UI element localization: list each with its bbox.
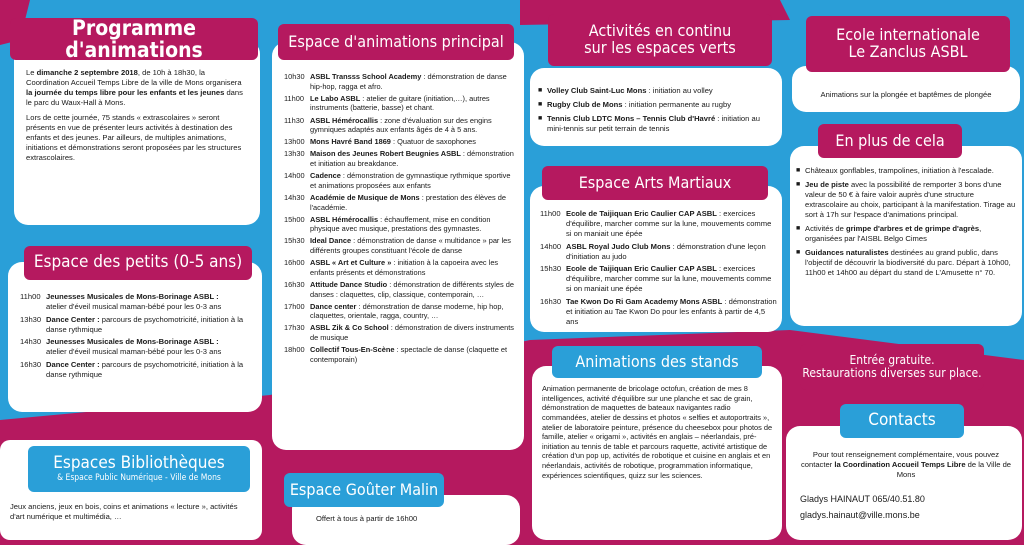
schedule-detail: : prestation des élèves de l'académie. xyxy=(310,192,506,212)
bullet-icon: ■ xyxy=(538,115,543,123)
bullet-text xyxy=(805,166,994,176)
schedule-desc xyxy=(310,149,518,168)
schedule-time: 11h00 xyxy=(540,209,561,218)
schedule-name: ASBL « Art et Culture » xyxy=(310,258,392,268)
continu-item xyxy=(538,86,778,96)
martiaux-row xyxy=(540,297,778,327)
schedule-detail: : démonstration et initiation au breakdance. xyxy=(310,149,514,168)
schedule-detail: : Quatuor de saxophones xyxy=(390,137,476,147)
schedule-name: Maison des Jeunes Robert Beugnies ASBL xyxy=(310,149,461,159)
biblio-title-main: Espaces Bibliothèques xyxy=(53,452,225,473)
schedule-desc xyxy=(566,264,778,294)
bullet-detail: avec la possibilité de remporter 3 bons d'une valeur de 50 € à faire valoir auprès d'une structure extrascolaire au choix, participant à la manifestation. Tirage au sort à 17h sur l'espace d'animations principal. xyxy=(805,180,1016,220)
programme-para2: Lors de cette journée, 75 stands « extrascolaires » seront présents en vue de présenter leurs activités à destination des enfants et des jeunes. Par ailleurs, de multiples animations, initiations et démonstrations seront proposées par les structures extrascolaires. xyxy=(26,113,242,163)
bullet-text xyxy=(805,248,1018,278)
bullet-icon: ■ xyxy=(796,167,801,174)
plus-item xyxy=(796,248,1018,278)
schedule-time: 13h30 xyxy=(284,149,305,159)
schedule-time: 16h00 xyxy=(284,258,305,268)
plus-list xyxy=(796,166,1018,282)
schedule-desc xyxy=(310,72,518,91)
bullet-detail: Châteaux gonflables, trampolines, initiation à l'escalade. xyxy=(805,166,994,175)
principal-row xyxy=(284,323,518,342)
ecole-text: Animations sur la plongée et baptêmes de plongée xyxy=(820,90,992,99)
schedule-name: Ecole de Taijiquan Eric Caulier CAP ASBL xyxy=(566,209,717,218)
schedule-time: 16h30 xyxy=(284,279,305,289)
petits-row: 16h30 Dance Center : parcours de psychomotricité, initiation à la danse rythmique xyxy=(20,359,244,379)
bullet-text xyxy=(547,86,713,96)
schedule-desc xyxy=(310,215,518,234)
schedule-name: Dance center xyxy=(310,301,357,311)
schedule-name: Tae Kwon Do Ri Gam Academy Mons ASBL xyxy=(566,296,723,306)
gouter-title: Espace Goûter Malin xyxy=(284,473,444,507)
schedule-detail: : démonstration de gymnastique rythmique sportive et animations proposées aux enfants xyxy=(310,171,511,190)
bullet-text xyxy=(805,224,1018,244)
ecole-title xyxy=(806,16,1010,72)
schedule-time: 11h00 xyxy=(284,93,305,103)
schedule-time: 18h00 xyxy=(284,345,305,355)
biblio-text: Jeux anciens, jeux en bois, coins et animations « lecture », activités d'art numérique et multimédia, … xyxy=(10,502,238,522)
schedule-name: ASBL Hémérocallis xyxy=(310,115,379,125)
contacts-text: Pour tout renseignement complémentaire, vous pouvez contacter la Coordination Accueil Temps Libre de la Ville de Mons xyxy=(800,450,1012,480)
bullet-icon: ■ xyxy=(796,249,801,257)
bullet-detail: destinées au grand public, dans l'objectif de découvrir la biodiversité du parc. Départ à 10h00, 11h00 et 14h00 au départ du stand de L'Amusette n° 70. xyxy=(805,248,1011,278)
continu-title-line1: Activités en continu xyxy=(588,21,732,41)
principal-row xyxy=(284,345,518,364)
schedule-time: 14h00 xyxy=(540,241,562,251)
schedule-detail: : atelier de guitare (initiation,…), autres instruments (batterie, basse) et chant. xyxy=(310,93,490,113)
martiaux-title: Espace Arts Martiaux xyxy=(542,166,768,200)
biblio-title xyxy=(28,446,250,492)
bullet-icon: ■ xyxy=(538,87,543,94)
bullet-text xyxy=(547,100,731,110)
schedule-time: 14h30 xyxy=(284,192,305,202)
schedule-desc xyxy=(310,137,518,147)
bullet-name: Tennis Club LDTC Mons – Tennis Club d'Havré xyxy=(547,114,716,124)
principal-row xyxy=(284,302,518,321)
gouter-text: Offert à tous à partir de 16h00 xyxy=(316,514,418,523)
principal-title: Espace d'animations principal xyxy=(278,24,514,60)
plus-item xyxy=(796,180,1018,220)
principal-row xyxy=(284,193,518,212)
entree-banner xyxy=(800,344,984,390)
bullet-icon: ■ xyxy=(796,181,801,189)
schedule-desc xyxy=(310,94,518,113)
bullet-name: Guidances naturalistes xyxy=(805,248,889,258)
schedule-desc xyxy=(310,258,518,277)
martiaux-schedule xyxy=(540,209,778,329)
schedule-name: ASBL Hémérocallis xyxy=(310,214,379,224)
schedule-detail: : échauffement, mise en condition physique avec musique, prestations des gymnastes. xyxy=(310,214,491,234)
schedule-time: 17h00 xyxy=(284,301,305,311)
continu-item xyxy=(538,114,778,134)
schedule-time: 15h00 xyxy=(284,214,305,224)
schedule-name: Attitude Dance Studio xyxy=(310,279,388,289)
continu-list xyxy=(538,86,778,138)
schedule-detail: : spectacle de danse (claquette et contemporain) xyxy=(310,345,508,364)
schedule-desc xyxy=(310,280,518,299)
schedule-desc xyxy=(310,171,518,190)
plus-item xyxy=(796,166,1018,176)
bullet-icon: ■ xyxy=(796,225,801,233)
bullet-name: Volley Club Saint-Luc Mons xyxy=(547,86,647,95)
martiaux-row xyxy=(540,242,778,262)
stands-text: Animation permanente de bricolage octofun, création de mes 8 intelligences, activité d'équilibre sur une planche et sac de grain, démonstration de maquettes de bateaux navigantes radio commandées, atelier de dessins et photos « selfies et autoportraits », atelier de laboratoire peinture, présence du cheesebox pour photos de famille, atelier « origami », activités en anglais – néerlandais, pré-initiation au tennis de table et parcours raquette, activité artistique de création d'un pop up, activités de robotique et cuisine en anglais et en néerlandais, activités de robotique, programmation informatique, expériences scientifiques, quizz sur les sciences. xyxy=(542,384,773,480)
principal-row xyxy=(284,149,518,168)
principal-row xyxy=(284,116,518,135)
bullet-detail: : initiation au mini-tennis sur petit terrain de tennis xyxy=(547,114,760,134)
bullet-text xyxy=(547,114,778,134)
schedule-desc xyxy=(566,242,778,262)
principal-schedule xyxy=(284,72,518,367)
principal-row xyxy=(284,137,518,147)
schedule-desc xyxy=(566,297,778,327)
principal-row xyxy=(284,171,518,190)
contacts-phone: Gladys HAINAUT 065/40.51.80 xyxy=(800,494,925,504)
schedule-detail: : démonstration et initiation au Tae Kwon Do pour les enfants à partir de 4,5 ans xyxy=(566,296,777,326)
programme-title: Programme d'animations xyxy=(10,18,258,60)
contacts-email[interactable]: gladys.hainaut@ville.mons.be xyxy=(800,510,920,520)
programme-intro: Le dimanche 2 septembre 2018, de 10h à 18h30, la Coordination Accueil Temps Libre de la ville de Mons organisera la journée du temps libre pour les enfants et les jeunes dans le parc du Waux-Hall à Mons. Lors de cette journée, 75 stands « extrascolaires » seront présents en vue de présenter leurs activités à destination des enfants et des jeunes. Par ailleurs, de multiples animations, initiations et démonstrations seront proposées par les structures extrascolaires. xyxy=(26,68,248,168)
entree-line2: Restaurations diverses sur place. xyxy=(802,366,982,380)
ecole-panel xyxy=(792,66,1020,112)
schedule-detail: : démonstration d'une leçon d'initiation au judo xyxy=(566,241,766,261)
schedule-time: 16h30 xyxy=(540,296,562,306)
schedule-time: 17h30 xyxy=(284,323,305,333)
schedule-desc xyxy=(310,193,518,212)
continu-title xyxy=(548,14,772,66)
schedule-time: 15h30 xyxy=(540,264,562,274)
bullet-detail: , organisées par l'AISBL Belgo Cimes xyxy=(805,224,982,244)
principal-row xyxy=(284,258,518,277)
schedule-detail: : exercices d'équilibre, marcher comme sur la lune, mouvements comme si on maniait une épée xyxy=(566,264,772,294)
schedule-time: 14h00 xyxy=(284,171,305,181)
bullet-detail: Activités de xyxy=(805,224,846,234)
schedule-name: Cadence xyxy=(310,171,341,181)
bullet-name: Rugby Club de Mons xyxy=(547,100,623,110)
petits-schedule xyxy=(20,292,254,382)
bullet-icon: ■ xyxy=(538,101,543,109)
bullet-detail: : initiation au volley xyxy=(646,86,713,95)
schedule-detail: : démonstration de danse « multidance » par les différents groupes constituant l'école de danse xyxy=(310,236,511,255)
schedule-desc xyxy=(566,209,778,239)
schedule-desc xyxy=(310,302,518,321)
schedule-detail: : démonstration de différents styles de danses : claquettes, clip, classique, contemporain, … xyxy=(310,279,515,299)
schedule-name: Collectif Tous-En-Scène xyxy=(310,345,395,355)
schedule-name: Mons Havré Band 1869 xyxy=(310,137,391,147)
martiaux-row xyxy=(540,264,778,294)
petits-row: 13h30 Dance Center : parcours de psychomotricité, initiation à la danse rythmique xyxy=(20,314,244,334)
schedule-detail: : démonstration de danse hip-hop, ragga et afro. xyxy=(310,72,507,91)
bullet-name: Jeu de piste xyxy=(805,180,849,190)
schedule-detail: : démonstration de danse moderne, hip hop, claquettes, orientale, ragga, country, … xyxy=(310,301,504,321)
schedule-time: 13h00 xyxy=(284,137,305,147)
stands-title: Animations des stands xyxy=(552,346,762,378)
schedule-desc xyxy=(310,236,518,255)
schedule-name: Le Labo ASBL xyxy=(310,93,361,103)
schedule-name: Académie de Musique de Mons xyxy=(310,192,420,202)
schedule-detail: : exercices d'équilibre, marcher comme sur la lune, mouvements comme si on maniait une épée xyxy=(566,209,772,239)
ecole-title-line2: Le Zanclus ASBL xyxy=(848,42,968,61)
plus-title: En plus de cela xyxy=(818,124,962,158)
schedule-time: 10h30 xyxy=(284,72,305,81)
schedule-name: ASBL Royal Judo Club Mons xyxy=(566,241,671,251)
schedule-time: 11h30 xyxy=(284,115,305,125)
principal-row xyxy=(284,72,518,91)
schedule-desc xyxy=(310,116,518,135)
schedule-name: ASBL Zik & Co School xyxy=(310,323,389,333)
contacts-title: Contacts xyxy=(840,404,964,438)
schedule-name: ASBL Transss School Academy xyxy=(310,72,422,81)
schedule-detail: : initiation à la capoeira avec les enfants présents et démonstrations xyxy=(310,258,499,277)
schedule-detail: : zone d'évaluation sur des engins gymniques adaptés aux enfants âgés de 4 à 5 ans. xyxy=(310,115,492,135)
schedule-name: Ecole de Taijiquan Eric Caulier CAP ASBL xyxy=(566,264,717,274)
biblio-subtitle: & Espace Public Numérique - Ville de Mons xyxy=(57,473,221,484)
principal-row xyxy=(284,236,518,255)
bullet-text xyxy=(805,180,1018,220)
bullet-detail: : initiation permanente au rugby xyxy=(622,100,732,110)
principal-row xyxy=(284,94,518,113)
martiaux-row xyxy=(540,209,778,239)
schedule-time: 15h30 xyxy=(284,236,305,246)
schedule-detail: : démonstration de divers instruments de musique xyxy=(310,323,514,342)
principal-row xyxy=(284,215,518,234)
continu-item xyxy=(538,100,778,110)
principal-row xyxy=(284,280,518,299)
entree-line1: Entrée gratuite. xyxy=(849,353,935,368)
petits-title: Espace des petits (0-5 ans) xyxy=(24,246,252,280)
schedule-desc xyxy=(310,323,518,342)
continu-title-line2: sur les espaces verts xyxy=(584,38,736,57)
bullet-name: grimpe d'arbres et de grimpe d'agrès xyxy=(845,224,980,234)
schedule-name: Ideal Dance xyxy=(310,236,352,246)
ecole-title-line1: Ecole internationale xyxy=(836,25,980,45)
petits-row: 14h30 Jeunesses Musicales de Mons-Borinage ASBL : atelier d'éveil musical maman-bébé pour les 0-3 ans xyxy=(20,337,222,357)
plus-item xyxy=(796,224,1018,244)
petits-row: 11h00 Jeunesses Musicales de Mons-Borinage ASBL : atelier d'éveil musical maman-bébé pour les 0-3 ans xyxy=(20,292,222,312)
schedule-desc xyxy=(310,345,518,364)
